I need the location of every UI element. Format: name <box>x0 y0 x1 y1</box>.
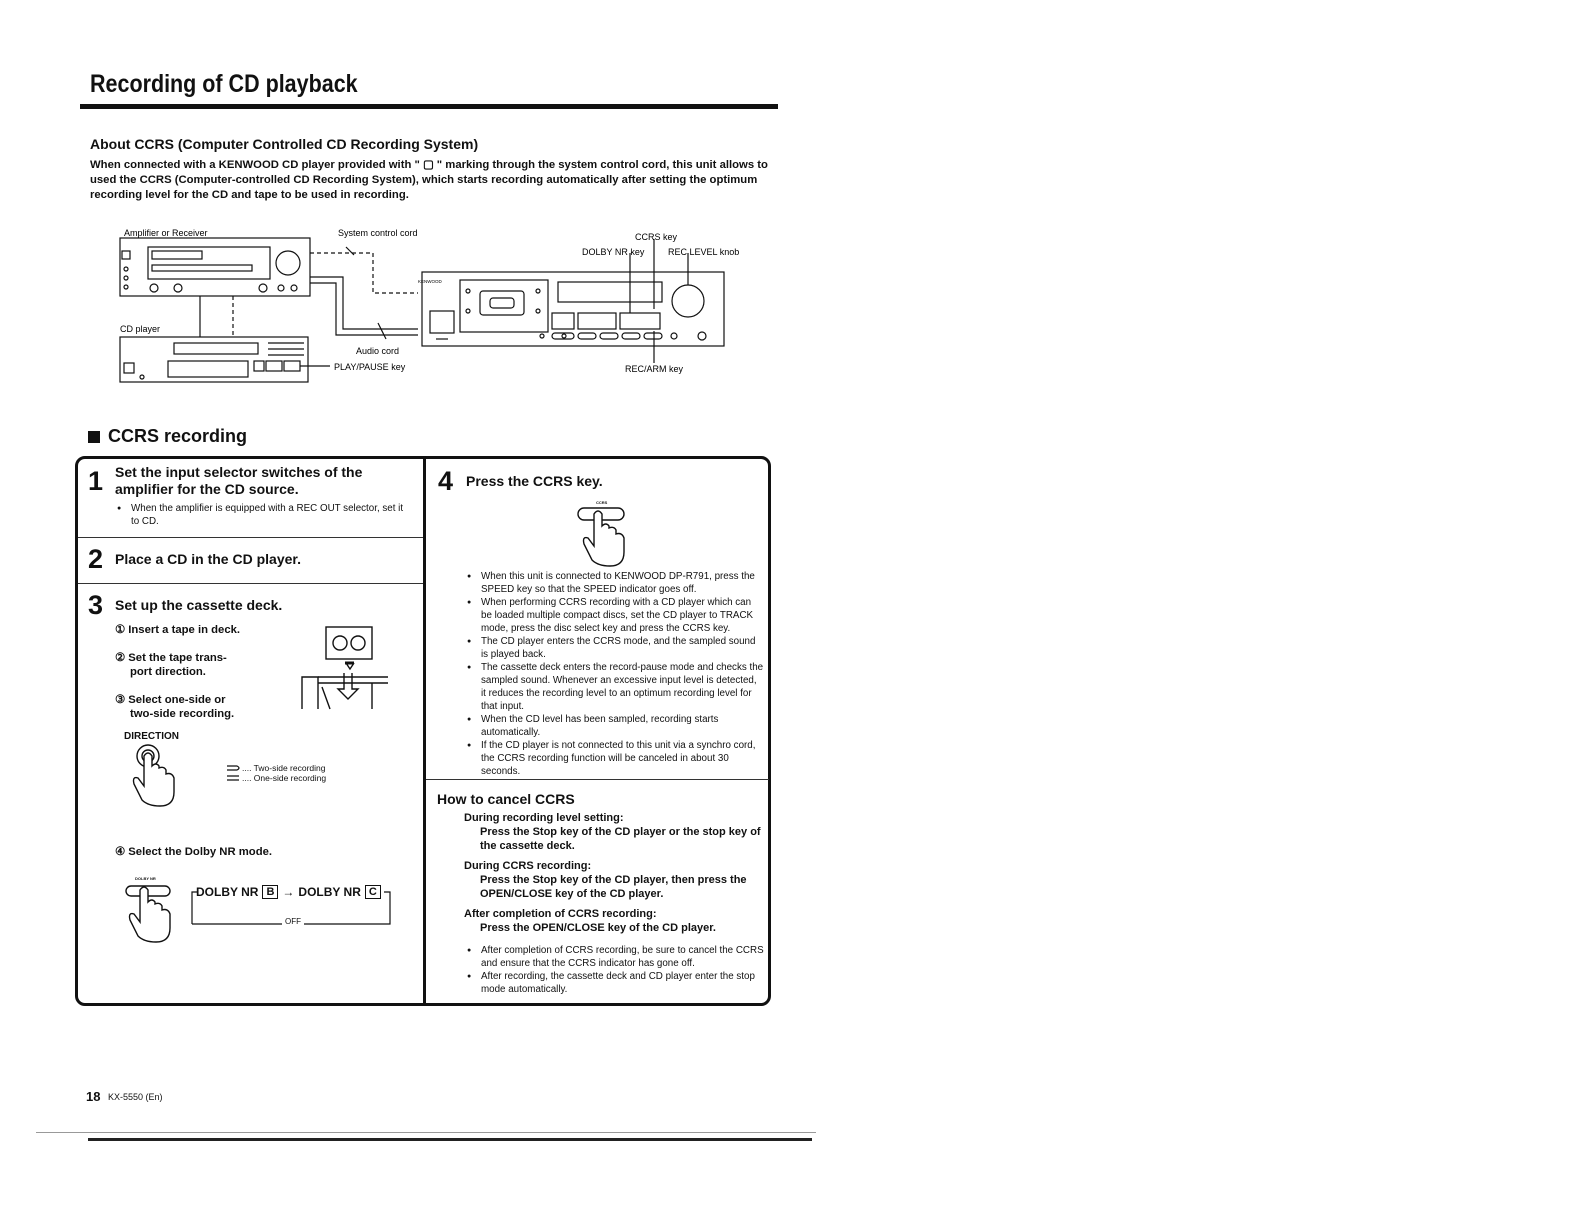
hand-press-ccrs-icon <box>576 504 636 570</box>
step-3-number: 3 <box>88 590 104 620</box>
one-side-label: .... One-side recording <box>242 773 327 783</box>
divider <box>426 779 769 780</box>
step-4-bullets <box>467 570 764 778</box>
section-heading-text: CCRS recording <box>108 426 248 446</box>
cancel-item-detail: Press the OPEN/CLOSE key of the CD player. <box>480 922 716 934</box>
off-label: OFF <box>282 917 304 926</box>
about-text: When connected with a KENWOOD CD player provided with " ▢ " marking through the system control cord, this unit allows to used the CCRS (Computer-controlled CD Recording System), which starts recording automatically after setting the optimum recording level for the CD and tape to be used in recording. <box>90 159 768 201</box>
step-3-sub3a: ③ Select one-side or <box>115 694 226 706</box>
audio-cord-label: Audio cord <box>356 346 400 356</box>
list-item: ● When this unit is connected to KENWOOD DP-R791, press the SPEED key so that the SPEED indicator goes off. <box>467 570 764 596</box>
list-item: ● If the CD player is not connected to this unit via a synchro cord, the CCRS recording function will be canceled in about 30 seconds. <box>467 739 764 778</box>
dolby-nr-b-text: DOLBY NR <box>196 885 259 899</box>
cassette-insert-illustration <box>300 625 392 711</box>
connection-diagram <box>118 225 758 385</box>
cancel-item-label: During CCRS recording: <box>464 860 592 872</box>
cancel-heading: How to cancel CCRS <box>437 791 575 807</box>
dolby-b-badge: B <box>262 885 278 899</box>
step-4-heading: Press the CCRS key. <box>466 473 603 489</box>
dolby-nr-c-text: DOLBY NR <box>298 885 361 899</box>
hand-press-direction-icon <box>126 744 186 808</box>
cancel-item-label: After completion of CCRS recording: <box>464 908 657 920</box>
page-title: Recording of CD playback <box>90 70 358 98</box>
cancel-bullets <box>467 944 764 996</box>
step-3-sub2a: ② Set the tape trans- <box>115 652 227 664</box>
step-3-sub3b: two-side recording. <box>130 708 235 720</box>
step-1-heading: Set the input selector switches of the amplifier for the CD source. <box>115 464 363 497</box>
title-rule <box>80 104 778 109</box>
bottom-rule <box>88 1138 812 1141</box>
step-3-sub4: ④ Select the Dolby NR mode. <box>115 846 273 858</box>
dolby-cycle-labels <box>196 885 381 899</box>
step-3-sub1: ① Insert a tape in deck. <box>115 624 241 636</box>
list-item: ● The CD player enters the CCRS mode, and the sampled sound is played back. <box>467 635 764 661</box>
step-2-heading: Place a CD in the CD player. <box>115 551 301 567</box>
list-item: ● When the CD level has been sampled, recording starts automatically. <box>467 713 764 739</box>
step-1-number: 1 <box>88 466 104 496</box>
list-item: ● After completion of CCRS recording, be sure to cancel the CCRS and ensure that the CCRS indicator has gone off. <box>467 944 764 970</box>
ccrs-key-label: CCRS key <box>635 232 678 242</box>
about-heading: About CCRS (Computer Controlled CD Recording System) <box>90 136 479 152</box>
divider <box>78 583 423 584</box>
arrow-right-icon: → <box>282 885 295 899</box>
play-pause-label: PLAY/PAUSE key <box>334 362 406 372</box>
cd-player-label: CD player <box>120 324 161 334</box>
cd-player-unit <box>120 337 308 382</box>
hand-press-dolby-icon <box>122 882 182 944</box>
step-3-heading: Set up the cassette deck. <box>115 597 283 613</box>
page-number: 18 <box>86 1089 101 1104</box>
step-4-number: 4 <box>438 466 454 496</box>
system-cord-label: System control cord <box>338 228 418 238</box>
amplifier-label: Amplifier or Receiver <box>124 228 208 238</box>
divider <box>78 537 423 538</box>
cancel-item-detail: Press the Stop key of the CD player, then press the OPEN/CLOSE key of the CD player. <box>480 874 747 900</box>
cancel-items <box>464 811 766 935</box>
cancel-item-detail: Press the Stop key of the CD player or the stop key of the cassette deck. <box>480 826 761 852</box>
square-bullet-icon <box>88 431 100 443</box>
bottom-thin-rule <box>36 1132 816 1133</box>
list-item: ● After recording, the cassette deck and CD player enter the stop mode automatically. <box>467 970 764 996</box>
list-item: ● When the amplifier is equipped with a REC OUT selector, set it to CD. <box>117 502 407 528</box>
ccrs-key-label: CCRS <box>596 500 608 505</box>
two-side-label: .... Two-side recording <box>242 763 326 773</box>
dolby-c-badge: C <box>365 885 381 899</box>
section-heading <box>88 426 247 447</box>
column-divider <box>423 458 426 1006</box>
cancel-item-label: During recording level setting: <box>464 812 624 824</box>
step-2-number: 2 <box>88 544 104 574</box>
dolby-key-label: DOLBY NR key <box>582 247 645 257</box>
dolby-key-label: DOLBY NR <box>135 876 156 881</box>
rec-arm-label: REC/ARM key <box>625 364 684 374</box>
step-1-bullets <box>117 502 407 528</box>
deck-brand: KENWOOD <box>418 279 442 284</box>
rec-level-label: REC LEVEL knob <box>668 247 740 257</box>
list-item: ● When performing CCRS recording with a CD player which can be loaded multiple compact discs, set the CD player to TRACK mode, press the disc select key and press the CCRS key. <box>467 596 764 635</box>
list-item: ● The cassette deck enters the record-pause mode and checks the sampled sound. Whenever an excessive input level is detected, it reduces the recording level to an optimum recording level for that input. <box>467 661 764 713</box>
direction-label: DIRECTION <box>124 731 179 742</box>
model-number: KX-5550 (En) <box>108 1092 163 1102</box>
step-3-sub2b: port direction. <box>130 666 206 678</box>
